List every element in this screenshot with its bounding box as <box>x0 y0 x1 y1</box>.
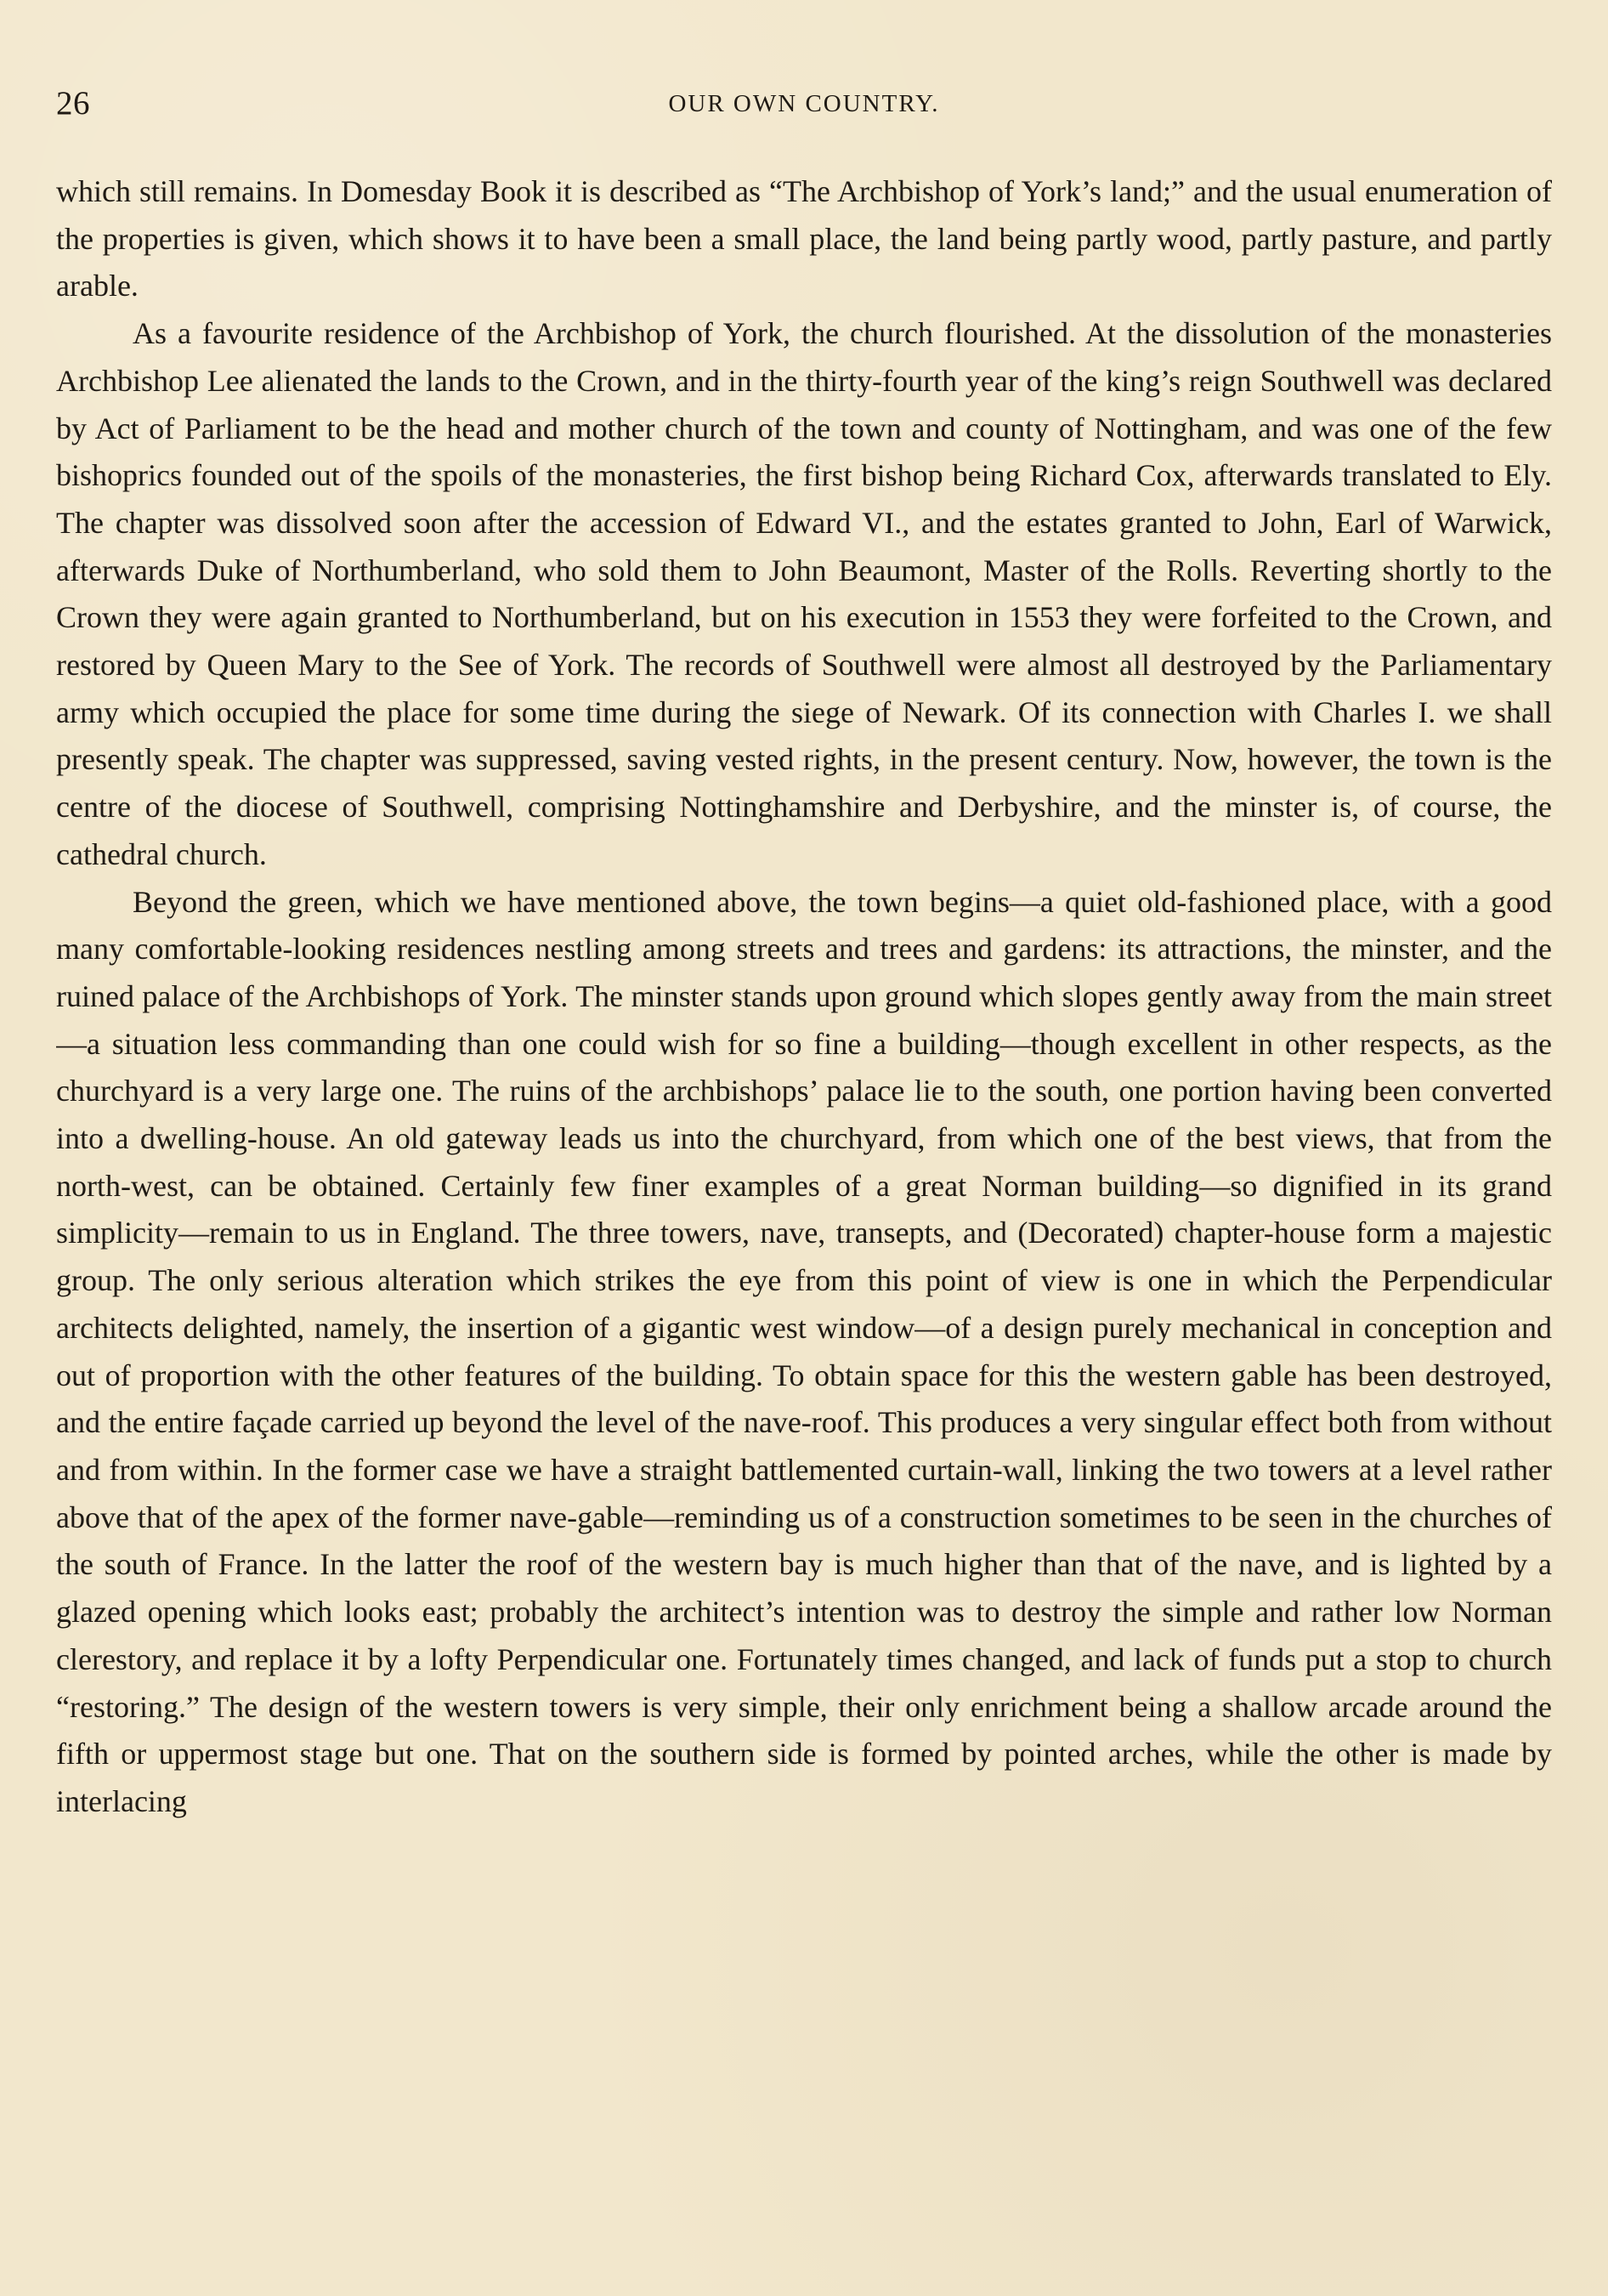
paragraph-2: As a favourite residence of the Archbishop of York, the church flourished. At the dissolution of the monasteries Archbishop Lee alienated the lands to the Crown, and in the thirty-fourth year of the king’s reign Southwell was declared by Act of Parliament to be the head and mother church of the town and county of Nottingham, and was one of the few bishoprics founded out of the spoils of the monasteries, the first bishop being Richard Cox, afterwards translated to Ely. The chapter was dissolved soon after the accession of Edward VI., and the estates granted to John, Earl of Warwick, afterwards Duke of Northumberland, who sold them to John Beaumont, Master of the Rolls. Reverting shortly to the Crown they were again granted to Northumberland, but on his execution in 1553 they were forfeited to the Crown, and restored by Queen Mary to the See of York. The records of Southwell were almost all destroyed by the Parliamentary army which occupied the place for some time during the siege of Newark. Of its connection with Charles I. we shall presently speak. The chapter was suppressed, saving vested rights, in the present century. Now, however, the town is the centre of the diocese of Southwell, comprising Nottinghamshire and Derbyshire, and the minster is, of course, the cathedral church. <box>56 316 1552 871</box>
running-head <box>56 87 1552 121</box>
body-text <box>56 168 1552 2242</box>
paragraph-1: which still remains. In Domesday Book it is described as “The Archbishop of York’s land;” and the usual enumeration of the properties is given, which shows it to have been a small place, the land being partly wood, partly pasture, and partly arable. <box>56 174 1552 303</box>
page-number: 26 <box>56 85 90 122</box>
paragraph-3: Beyond the green, which we have mentioned above, the town begins—a quiet old-fashioned place, with a good many comfortable-looking residences nestling among streets and trees and gardens: its attractions, the minster, and the ruined palace of the Archbishops of York. The minster stands upon ground which slopes gently away from the main street—a situation less commanding than one could wish for so fine a building—though excellent in other respects, as the churchyard is a very large one. The ruins of the archbishops’ palace lie to the south, one portion having been converted into a dwelling-house. An old gateway leads us into the churchyard, from which one of the best views, that from the north-west, can be obtained. Certainly few finer examples of a great Norman building—so dignified in its grand simplicity—remain to us in England. The three towers, nave, transepts, and (Decorated) chapter-house form a majestic group. The only serious alteration which strikes the eye from this point of view is one in which the Perpendicular architects delighted, namely, the insertion of a gigantic west window—of a design purely mechanical in conception and out of proportion with the other features of the building. To obtain space for this the western gable has been destroyed, and the entire façade carried up beyond the level of the nave-roof. This produces a very singular effect both from without and from within. In the former case we have a straight battlemented curtain-wall, linking the two towers at a level rather above that of the apex of the former nave-gable—reminding us of a construction sometimes to be seen in the churches of the south of France. In the latter the roof of the western bay is much higher than that of the nave, and is lighted by a glazed opening which looks east; probably the architect’s intention was to destroy the simple and rather low Norman clerestory, and replace it by a lofty Perpendicular one. Fortunately times changed, and lack of funds put a stop to church “restoring.” The design of the western towers is very simple, their only enrichment being a shallow arcade around the fifth or uppermost stage but one. That on the southern side is formed by pointed arches, while the other is made by interlacing <box>56 884 1552 1818</box>
running-title: OUR OWN COUNTRY. <box>668 90 940 117</box>
